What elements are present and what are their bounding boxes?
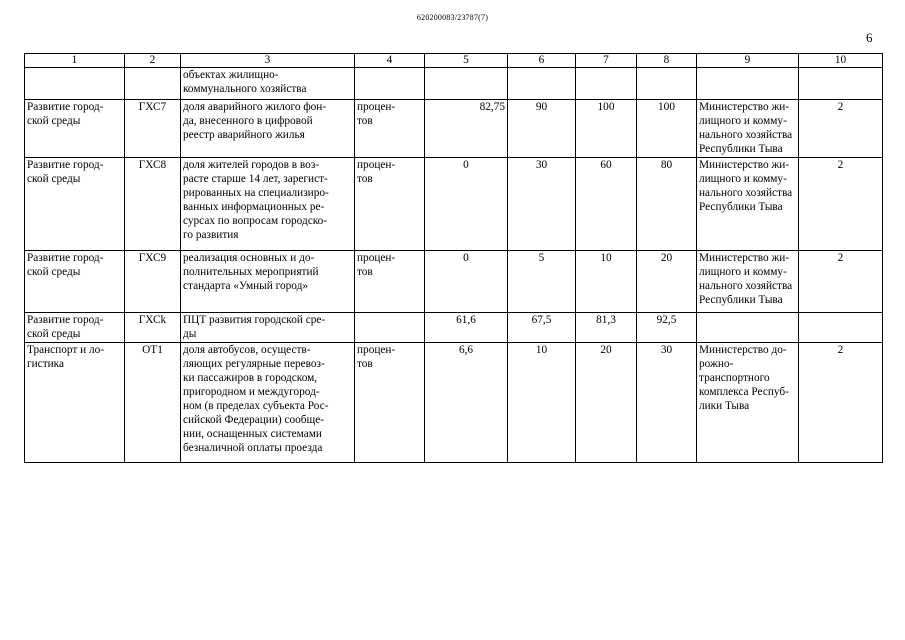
cell-value-y1: 90	[508, 100, 576, 158]
cell-code	[125, 68, 181, 100]
cell-unit	[355, 251, 425, 313]
cell-responsible	[697, 251, 799, 313]
cell-text-line: Республики Тыва	[699, 294, 783, 306]
cell-text-line: сурсах по вопросам городско-	[183, 215, 328, 227]
cell-value-base: 82,75	[425, 100, 508, 158]
cell-value-base: 0	[425, 158, 508, 251]
cell-text-line: тов	[357, 173, 373, 185]
cell-value-y3: 80	[637, 158, 697, 251]
cell-section	[25, 313, 125, 343]
cell-section	[25, 100, 125, 158]
header-col-3: 3	[181, 54, 355, 68]
cell-unit	[355, 343, 425, 463]
cell-value-y2	[576, 68, 637, 100]
cell-indicator	[181, 100, 355, 158]
cell-text-line: пригородном и междугород-	[183, 386, 320, 398]
cell-col10	[799, 313, 883, 343]
cell-text-line: Развитие город-	[27, 159, 104, 171]
cell-text-line: тов	[357, 266, 373, 278]
cell-text-line: комплекса Респуб-	[699, 386, 789, 398]
cell-text-line: безналичной оплаты проезда	[183, 442, 323, 454]
cell-section	[25, 68, 125, 100]
cell-unit	[355, 313, 425, 343]
cell-text-line: Развитие город-	[27, 252, 104, 264]
cell-text-line: лики Тыва	[699, 400, 750, 412]
cell-indicator	[181, 343, 355, 463]
cell-responsible	[697, 100, 799, 158]
cell-value-y3: 100	[637, 100, 697, 158]
cell-text-line: процен-	[357, 159, 396, 171]
cell-text-line: нального хозяйства	[699, 280, 793, 292]
cell-text-line: да, внесенного в цифровой	[183, 115, 313, 127]
cell-value-y2: 81,3	[576, 313, 637, 343]
cell-text-line: ляющих регулярные перевоз-	[183, 358, 325, 370]
cell-text-line: реестр аварийного жилья	[183, 129, 305, 141]
document-id: 620200083/23787(7)	[416, 13, 489, 22]
cell-indicator	[181, 251, 355, 313]
cell-text-line: полнительных мероприятий	[183, 266, 319, 278]
cell-section	[25, 158, 125, 251]
cell-section	[25, 343, 125, 463]
cell-unit	[355, 68, 425, 100]
cell-text-line: доля автобусов, осуществ-	[183, 344, 311, 356]
cell-col10: 2	[799, 158, 883, 251]
cell-code: ОТ1	[125, 343, 181, 463]
cell-responsible	[697, 313, 799, 343]
header-col-4: 4	[355, 54, 425, 68]
cell-text-line: лищного и комму-	[699, 266, 787, 278]
cell-unit	[355, 158, 425, 251]
cell-col10: 2	[799, 251, 883, 313]
table-row	[25, 68, 883, 100]
cell-code: ГХС7	[125, 100, 181, 158]
cell-text-line: Развитие город-	[27, 101, 104, 113]
cell-value-y1: 30	[508, 158, 576, 251]
cell-text-line: расте старше 14 лет, зарегист-	[183, 173, 328, 185]
cell-value-base	[425, 68, 508, 100]
cell-text-line: нии, оснащенных системами	[183, 428, 322, 440]
cell-text-line: Министерство до-	[699, 344, 787, 356]
cell-value-base: 6,6	[425, 343, 508, 463]
header-col-10: 10	[799, 54, 883, 68]
cell-text-line: Министерство жи-	[699, 101, 790, 113]
page-number: 6	[866, 30, 873, 45]
cell-value-y3	[637, 68, 697, 100]
cell-value-y3: 30	[637, 343, 697, 463]
cell-unit	[355, 100, 425, 158]
header-col-7: 7	[576, 54, 637, 68]
cell-value-base: 61,6	[425, 313, 508, 343]
cell-text-line: реализация основных и до-	[183, 252, 315, 264]
cell-col10: 2	[799, 100, 883, 158]
cell-indicator	[181, 313, 355, 343]
cell-indicator	[181, 68, 355, 100]
cell-text-line: доля жителей городов в воз-	[183, 159, 320, 171]
cell-text-line: ской среды	[27, 328, 81, 340]
header-col-8: 8	[637, 54, 697, 68]
cell-code: ГХС9	[125, 251, 181, 313]
cell-text-line: процен-	[357, 344, 396, 356]
cell-text-line: доля аварийного жилого фон-	[183, 101, 327, 113]
cell-text-line: Министерство жи-	[699, 252, 790, 264]
cell-value-y1: 67,5	[508, 313, 576, 343]
cell-responsible	[697, 68, 799, 100]
cell-value-y3: 92,5	[637, 313, 697, 343]
cell-text-line: объектах жилищно-	[183, 69, 279, 81]
cell-text-line: нального хозяйства	[699, 187, 793, 199]
cell-col10: 2	[799, 343, 883, 463]
cell-text-line: лищного и комму-	[699, 115, 787, 127]
header-col-9: 9	[697, 54, 799, 68]
cell-text-line: Министерство жи-	[699, 159, 790, 171]
cell-value-y1: 5	[508, 251, 576, 313]
cell-text-line: процен-	[357, 252, 396, 264]
cell-text-line: лищного и комму-	[699, 173, 787, 185]
cell-value-y2: 60	[576, 158, 637, 251]
cell-text-line: тов	[357, 115, 373, 127]
indicators-table	[24, 53, 883, 463]
cell-text-line: нального хозяйства	[699, 129, 793, 141]
table-row	[25, 251, 883, 313]
header-col-5: 5	[425, 54, 508, 68]
header-col-6: 6	[508, 54, 576, 68]
cell-text-line: тов	[357, 358, 373, 370]
cell-text-line: коммунального хозяйства	[183, 83, 307, 95]
table-row	[25, 313, 883, 343]
cell-text-line: Республики Тыва	[699, 143, 783, 155]
cell-text-line: ской среды	[27, 173, 81, 185]
cell-text-line: Республики Тыва	[699, 201, 783, 213]
cell-col10	[799, 68, 883, 100]
table-header-row	[25, 54, 883, 68]
cell-text-line: ки пассажиров в городском,	[183, 372, 318, 384]
cell-code: ГХСk	[125, 313, 181, 343]
cell-text-line: процен-	[357, 101, 396, 113]
cell-text-line: ванных информационных ре-	[183, 201, 325, 213]
cell-text-line: рированных на специализиро-	[183, 187, 329, 199]
cell-responsible	[697, 343, 799, 463]
cell-value-y2: 10	[576, 251, 637, 313]
cell-text-line: стандарта «Умный город»	[183, 280, 308, 292]
cell-text-line: ской среды	[27, 266, 81, 278]
cell-value-y1: 10	[508, 343, 576, 463]
cell-text-line: ПЦТ развития городской сре-	[183, 314, 326, 326]
cell-text-line: ном (в пределах субъекта Рос-	[183, 400, 329, 412]
cell-text-line: ской среды	[27, 115, 81, 127]
header-col-1: 1	[25, 54, 125, 68]
cell-text-line: транспортного	[699, 372, 770, 384]
cell-indicator	[181, 158, 355, 251]
cell-text-line: го развития	[183, 229, 239, 241]
table-row	[25, 158, 883, 251]
cell-section	[25, 251, 125, 313]
cell-text-line: рожно-	[699, 358, 734, 370]
cell-text-line: Развитие город-	[27, 314, 104, 326]
cell-text-line: ды	[183, 328, 197, 340]
cell-text-line: гистика	[27, 358, 65, 370]
cell-value-y3: 20	[637, 251, 697, 313]
header-col-2: 2	[125, 54, 181, 68]
cell-value-y2: 20	[576, 343, 637, 463]
cell-responsible	[697, 158, 799, 251]
table-row	[25, 100, 883, 158]
cell-value-base: 0	[425, 251, 508, 313]
cell-value-y2: 100	[576, 100, 637, 158]
cell-text-line: сийской Федерации) сообще-	[183, 414, 325, 426]
table-row	[25, 343, 883, 463]
cell-value-y1	[508, 68, 576, 100]
cell-text-line: Транспорт и ло-	[27, 344, 105, 356]
cell-code: ГХС8	[125, 158, 181, 251]
